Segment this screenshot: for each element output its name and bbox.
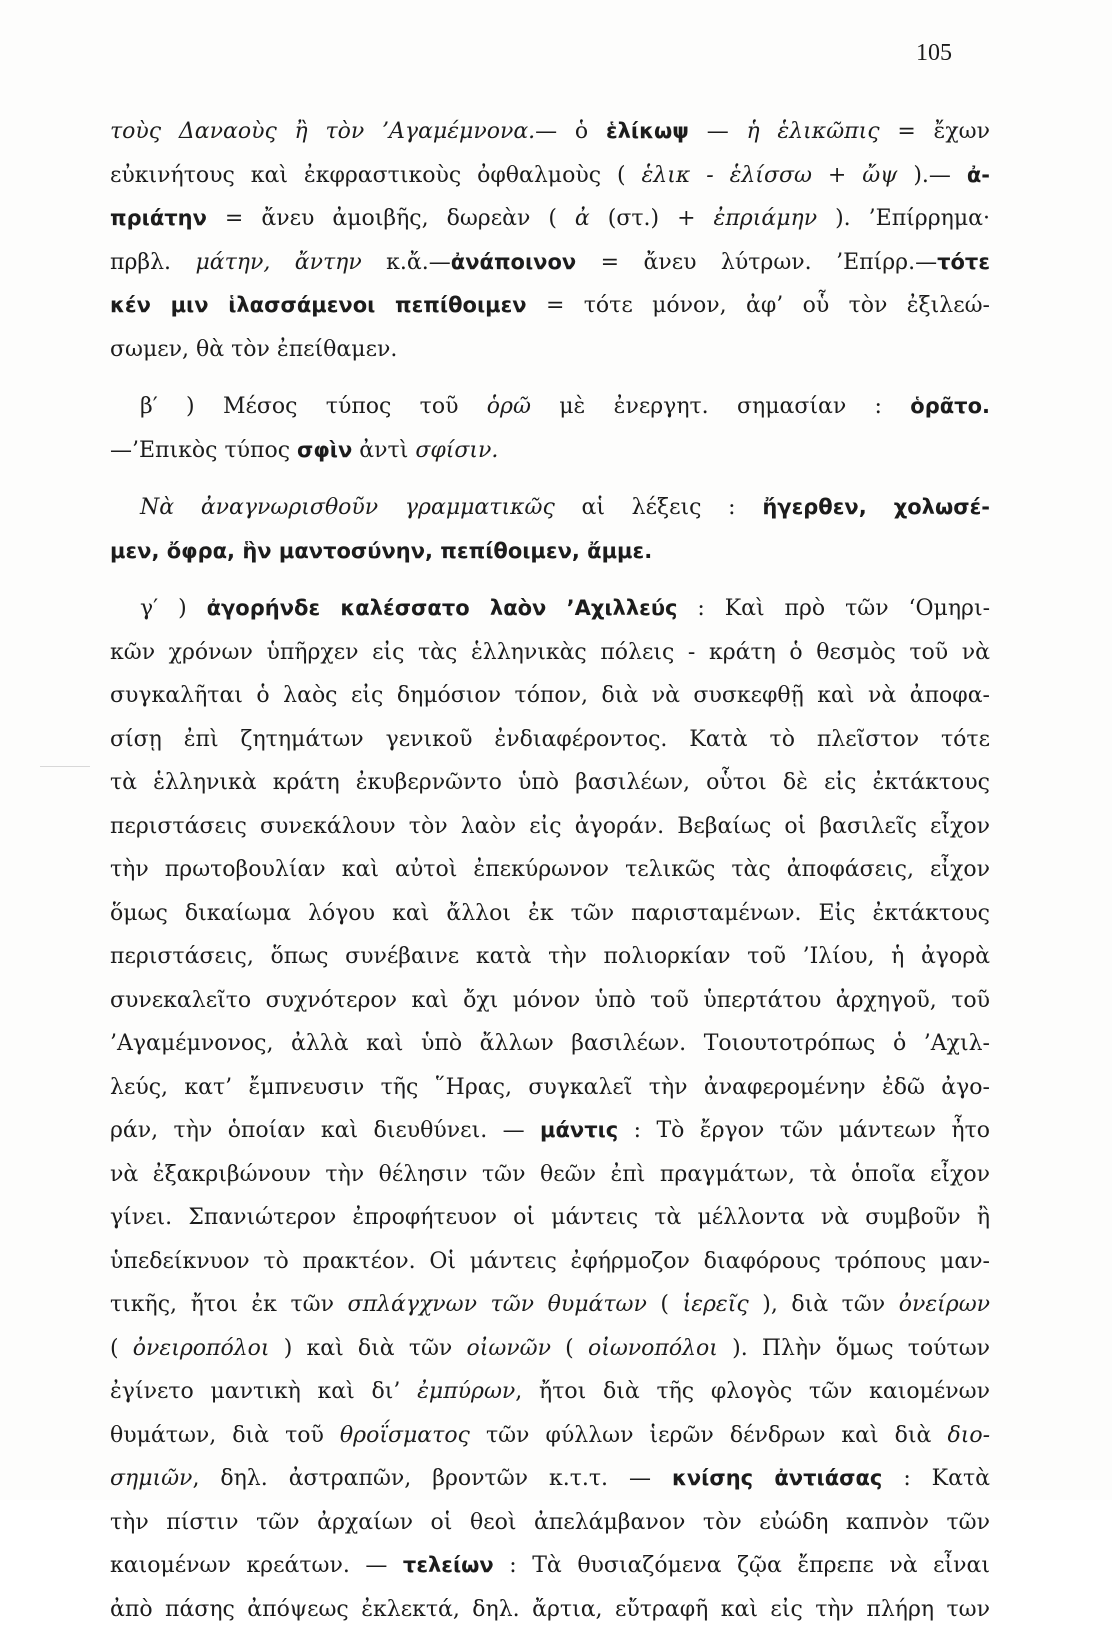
text-line xyxy=(110,197,990,241)
text-segment: ἀπὸ πάσης ἀπόψεως ἐκλεκτά, δηλ. ἄρτια, εὔτραφῆ καὶ εἰς τὴν πλήρη των xyxy=(110,1597,990,1622)
text-segment: ὑπεδείκνυον τὸ πρακτέον. Οἱ μάντεις ἐφήρμοζον διαφόρους τρόπους μαν- xyxy=(110,1249,990,1274)
text-segment: γ′ ) xyxy=(140,596,207,621)
text-segment: περιστάσεις συνεκάλουν τὸν λαὸν εἰς ἀγοράν. Βεβαίως οἱ βασιλεῖς εἶχον xyxy=(110,814,990,839)
text-segment: ) καὶ διὰ τῶν xyxy=(270,1336,467,1361)
text-segment: τὴν πίστιν τῶν ἀρχαίων οἱ θεοὶ ἀπελάμβανον τὸν εὐώδη καπνὸν τῶν xyxy=(110,1510,990,1535)
italic-text: οἰωνοπόλοι xyxy=(588,1336,718,1361)
text-line xyxy=(110,1066,990,1110)
bold-term: κέν μιν ἱλασσάμενοι πεπίθοιμεν xyxy=(110,293,527,317)
text-segment: ). Πλὴν ὅμως τούτων xyxy=(718,1336,990,1361)
bold-term: τελείων xyxy=(403,1553,494,1577)
text-line xyxy=(110,530,990,574)
italic-text: θροΐσματος xyxy=(340,1423,470,1448)
text-segment: ἐγίνετο μαντικὴ καὶ δι’ xyxy=(110,1379,417,1404)
bold-term: μεν, ὄφρα, ἣν μαντοσύνην, πεπίθοιμεν, ἄμμε. xyxy=(110,539,652,563)
text-segment: ), διὰ τῶν xyxy=(749,1292,899,1317)
text-segment: αἱ λέξεις : xyxy=(555,495,763,520)
italic-text: ὀνειροπόλοι xyxy=(133,1336,270,1361)
text-segment: = τότε μόνον, ἀφ’ οὗ τὸν ἐξιλεώ- xyxy=(527,293,990,318)
italic-text: σφίσιν. xyxy=(415,438,498,463)
bold-term: πριάτην xyxy=(110,206,207,230)
text-segment: ( xyxy=(551,1336,588,1361)
text-segment: κῶν χρόνων ὑπῆρχεν εἰς τὰς ἑλληνικὰς πόλεις - κράτη ὁ θεσμὸς τοῦ νὰ xyxy=(110,640,990,665)
text-segment: τῶν φύλλων ἱερῶν δένδρων καὶ διὰ xyxy=(470,1423,948,1448)
italic-text: μάτην, ἄντην xyxy=(195,250,361,275)
text-segment: καιομένων κρεάτων. — xyxy=(110,1553,403,1578)
paragraph-gap xyxy=(110,573,990,587)
italic-text: ἐπριάμην xyxy=(714,206,818,231)
text-line xyxy=(110,1501,990,1545)
text-line xyxy=(110,979,990,1023)
text-segment: = ἄνευ λύτρων. ’Επίρρ.— xyxy=(576,250,937,275)
italic-text: διο- xyxy=(947,1423,990,1448)
text-line xyxy=(110,1022,990,1066)
text-segment: σωμεν, θὰ τὸν ἐπείθαμεν. xyxy=(110,337,397,362)
text-line xyxy=(110,674,990,718)
text-segment: νὰ ἐξακριβώνουν τὴν θέλησιν τῶν θεῶν ἐπὶ πραγμάτων, τὰ ὁποῖα εἶχον xyxy=(110,1162,990,1187)
text-segment: — xyxy=(689,119,747,144)
bold-term: ὁρᾶτο. xyxy=(910,394,990,418)
bold-term: ἑλίκωψ xyxy=(606,119,689,143)
text-segment: κ.ἄ.— xyxy=(362,250,451,275)
page-number: 105 xyxy=(916,40,952,67)
text-segment: ( xyxy=(110,1336,133,1361)
text-segment: τὴν πρωτοβουλίαν καὶ αὐτοὶ ἐπεκύρωνον τελικῶς τὰς ἀποφάσεις, εἶχον xyxy=(110,857,990,882)
bold-term: κνίσης ἀντιάσας xyxy=(672,1466,882,1490)
text-line xyxy=(110,892,990,936)
text-segment: συνεκαλεῖτο συχνότερον καὶ ὄχι μόνον ὑπὸ τοῦ ὑπερτάτου ἀρχηγοῦ, τοῦ xyxy=(110,988,990,1013)
text-segment: β′ ) Μέσος τύπος τοῦ xyxy=(140,394,487,419)
text-line xyxy=(110,1588,990,1631)
text-line xyxy=(110,1196,990,1240)
text-segment: θυμάτων, διὰ τοῦ xyxy=(110,1423,340,1448)
text-segment: ’Αγαμέμνονος, ἀλλὰ καὶ ὑπὸ ἄλλων βασιλέων. Τοιουτοτρόπως ὁ ’Αχιλ- xyxy=(110,1031,990,1056)
text-segment: — ὁ xyxy=(535,119,606,144)
bold-term: ἀνάποινον xyxy=(451,250,576,274)
text-line xyxy=(110,1153,990,1197)
text-segment: σίσῃ ἐπὶ ζητημάτων γενικοῦ ἐνδιαφέροντος. Κατὰ τὸ πλεῖστον τότε xyxy=(110,727,990,752)
text-line xyxy=(110,1109,990,1153)
text-line xyxy=(110,486,990,530)
text-segment: : Τὰ θυσιαζόμενα ζῷα ἔπρεπε νὰ εἶναι xyxy=(494,1553,990,1578)
text-segment: : Τὸ ἔργον τῶν μάντεων ἦτο xyxy=(618,1118,990,1143)
text-line xyxy=(110,385,990,429)
text-line xyxy=(110,587,990,631)
text-segment: , δηλ. ἀστραπῶν, βροντῶν κ.τ.τ. — xyxy=(192,1466,672,1491)
text-line xyxy=(110,805,990,849)
body-text xyxy=(110,110,990,1631)
text-segment: —’Επικὸς τύπος xyxy=(110,438,297,463)
text-segment: περιστάσεις, ὅπως συνέβαινε κατὰ τὴν πολιορκίαν τοῦ ’Ιλίου, ἡ ἀγορὰ xyxy=(110,944,990,969)
text-segment: συγκαλῆται ὁ λαὸς εἰς δημόσιον τόπον, διὰ νὰ συσκεφθῇ καὶ νὰ ἀποφα- xyxy=(110,683,990,708)
bold-term: σφὶν xyxy=(297,438,352,462)
text-line xyxy=(110,241,990,285)
text-segment: = ἔχων xyxy=(880,119,990,144)
italic-text: ἑλικ - ἑλίσσω + ὤψ xyxy=(641,163,897,188)
text-line xyxy=(110,1370,990,1414)
text-line xyxy=(110,1414,990,1458)
italic-text: σπλάγχνων τῶν θυμάτων xyxy=(348,1292,647,1317)
italic-text: Νὰ ἀναγνωρισθοῦν γραμματικῶς xyxy=(140,495,555,520)
text-line xyxy=(110,110,990,154)
text-segment: : Καὶ πρὸ τῶν ‘Ομηρι- xyxy=(677,596,990,621)
text-segment: ὅμως δικαίωμα λόγου καὶ ἄλλοι ἐκ τῶν παρισταμένων. Εἰς ἐκτάκτους xyxy=(110,901,990,926)
text-line xyxy=(110,328,990,372)
text-segment: τὰ ἑλληνικὰ κράτη ἐκυβερνῶντο ὑπὸ βασιλέων, οὗτοι δὲ εἰς ἐκτάκτους xyxy=(110,770,990,795)
text-segment: εὐκινήτους καὶ ἐκφραστικοὺς ὀφθαλμοὺς ( xyxy=(110,163,641,188)
italic-text: ἀ xyxy=(575,206,590,231)
paragraph-gap xyxy=(110,472,990,486)
text-line xyxy=(110,284,990,328)
text-line xyxy=(110,154,990,198)
italic-text: οἰωνῶν xyxy=(467,1336,552,1361)
paragraph-gap xyxy=(110,371,990,385)
text-segment: (στ.) + xyxy=(590,206,714,231)
bold-term: τότε xyxy=(937,250,990,274)
text-segment: γίνει. Σπανιώτερον ἐπροφήτευον οἱ μάντεις τὰ μέλλοντα νὰ συμβοῦν ἢ xyxy=(110,1205,990,1230)
text-segment: : Κατὰ xyxy=(882,1466,990,1491)
italic-text: ὀνείρων xyxy=(899,1292,990,1317)
text-segment: ἀντὶ xyxy=(352,438,415,463)
italic-text: ἱερεῖς xyxy=(683,1292,749,1317)
bold-term: ἀ- xyxy=(967,163,990,187)
margin-mark xyxy=(40,766,90,767)
text-line xyxy=(110,848,990,892)
text-line xyxy=(110,1283,990,1327)
text-segment: = ἄνευ ἀμοιβῆς, δωρεὰν ( xyxy=(207,206,575,231)
text-segment: , ἤτοι διὰ τῆς φλογὸς τῶν καιομένων xyxy=(515,1379,990,1404)
italic-text: σημιῶν xyxy=(110,1466,192,1491)
bold-term: ἤγερθεν, χολωσέ- xyxy=(762,495,990,519)
text-segment: λεύς, κατ’ ἔμπνευσιν τῆς ῞Ηρας, συγκαλεῖ τὴν ἀναφερομένην ἐδῶ ἀγο- xyxy=(110,1075,990,1100)
text-line xyxy=(110,718,990,762)
text-line xyxy=(110,1457,990,1501)
text-line xyxy=(110,631,990,675)
text-segment: πρβλ. xyxy=(110,250,195,275)
text-line xyxy=(110,935,990,979)
text-segment: ράν, τὴν ὁποίαν καὶ διευθύνει. — xyxy=(110,1118,540,1143)
text-segment: ). ’Επίρρημα· xyxy=(817,206,990,231)
text-line xyxy=(110,1544,990,1588)
text-line xyxy=(110,1240,990,1284)
text-segment: μὲ ἐνεργητ. σημασίαν : xyxy=(531,394,910,419)
text-segment: τικῆς, ἤτοι ἐκ τῶν xyxy=(110,1292,348,1317)
text-segment: ).— xyxy=(897,163,966,188)
bold-term: ἀγορήνδε καλέσσατο λαὸν ’Αχιλλεύς xyxy=(207,596,678,620)
italic-text: ἡ ἑλικῶπις xyxy=(746,119,879,144)
text-line xyxy=(110,1327,990,1371)
italic-text: τοὺς Δαναοὺς ἢ τὸν ’Αγαμέμνονα. xyxy=(110,119,535,144)
bold-term: μάντις xyxy=(540,1118,618,1142)
text-segment: ( xyxy=(647,1292,683,1317)
italic-text: ὁρῶ xyxy=(487,394,531,419)
text-line xyxy=(110,429,990,473)
italic-text: ἐμπύρων xyxy=(417,1379,515,1404)
text-line xyxy=(110,761,990,805)
